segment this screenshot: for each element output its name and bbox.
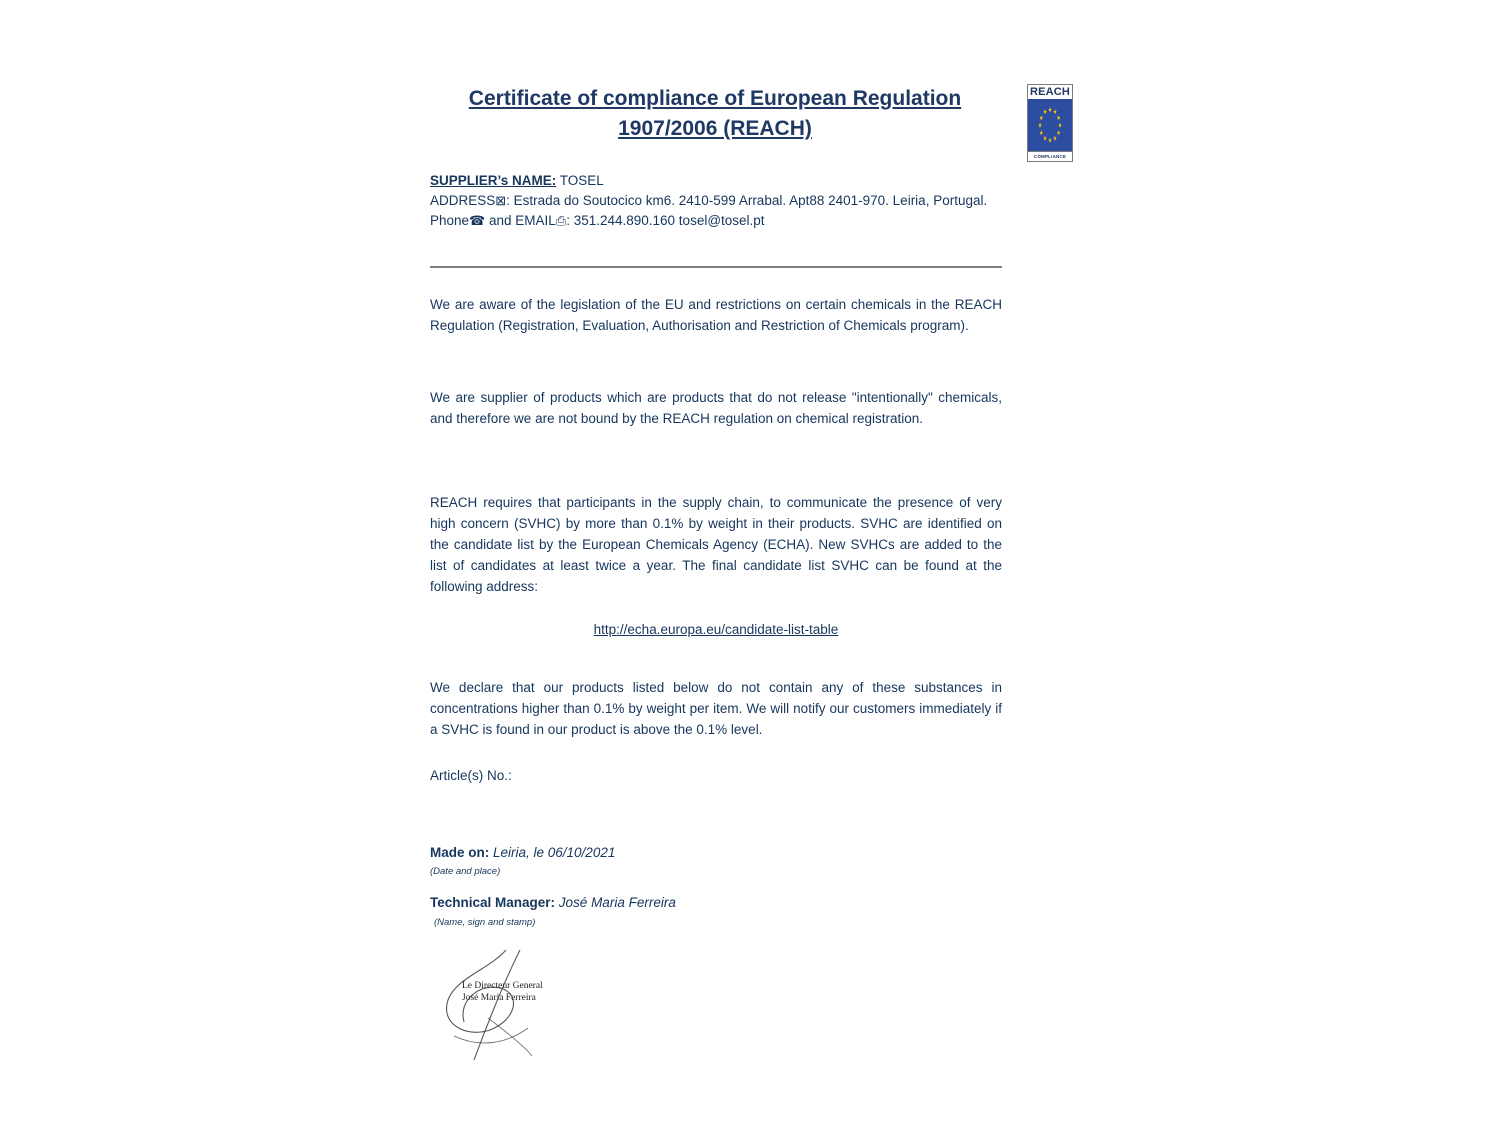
name-sign-stamp-note: (Name, sign and stamp) <box>434 917 536 928</box>
paragraph-declaration: We declare that our products listed below do not contain any of these substances in concentrations higher than 0.1% by weight per item. We will notify our customers immediately if a SVHC is found in our product is above the 0.1% level. <box>430 680 1002 737</box>
candidate-list-link-line <box>430 621 1002 639</box>
compliance-logo-text: COMPLIANCE <box>1028 151 1072 161</box>
svg-text:★: ★ <box>1037 122 1043 130</box>
supplier-address-line <box>430 191 1002 211</box>
svg-text:★: ★ <box>1039 115 1044 123</box>
supplier-name-label: SUPPLIER’s NAME: <box>430 173 557 188</box>
svg-text:★: ★ <box>1056 130 1061 138</box>
date-place-note: (Date and place) <box>430 866 501 877</box>
svg-text:★: ★ <box>1042 109 1048 117</box>
svg-text:★: ★ <box>1057 122 1063 130</box>
envelope-icon: ⊠ <box>495 193 507 208</box>
title-line-2: 1907/2006 (REACH) <box>618 117 812 140</box>
signature-line-2: José Maria Ferreira <box>462 993 536 1003</box>
supplier-contact-line <box>430 211 1002 231</box>
eu-flag-icon <box>1028 99 1072 151</box>
made-on-value: Leiria, le 06/10/2021 <box>489 845 616 860</box>
svg-text:★: ★ <box>1039 130 1044 138</box>
address-value: : Estrada do Soutocico km6. 2410-599 Arrabal. Apt88 2401-970. Leiria, Portugal. <box>506 193 988 208</box>
article-number-label: Article(s) No.: <box>430 768 512 783</box>
made-on-label: Made on: <box>430 845 490 860</box>
supplier-block <box>430 171 1002 231</box>
made-on-line <box>430 845 615 860</box>
title-line-1: Certificate of compliance of European Regulation <box>468 87 962 110</box>
paragraph-awareness: We are aware of the legislation of the EU and restrictions on certain chemicals in the REACH Regulation (Registration, Evaluation, Authorisation and Restriction of Chemicals program). <box>430 297 1002 333</box>
header-divider <box>430 266 1002 268</box>
signature-area <box>428 948 598 1063</box>
paragraph-svhc-requirements: REACH requires that participants in the supply chain, to communicate the presence of very high concern (SVHC) by more than 0.1% by weight in their products. SVHC are identified on the candidate list by the European Chemicals Agency (ECHA). New SVHCs are added to the list of candidates at least twice a year. The final candidate list SVHC can be found at the following address: <box>430 495 1002 594</box>
svg-text:★: ★ <box>1052 136 1058 144</box>
signature-stamp-text <box>462 980 582 1004</box>
candidate-list-link[interactable]: http://echa.europa.eu/candidate-list-table <box>593 622 839 637</box>
contact-value: : 351.244.890.160 tosel@tosel.pt <box>566 213 765 228</box>
reach-compliance-logo <box>1027 84 1073 162</box>
fax-icon: ⎙ <box>555 213 567 228</box>
technical-manager-label: Technical Manager: <box>430 895 556 910</box>
supplier-name-value: TOSEL <box>556 173 604 188</box>
svg-text:★: ★ <box>1042 136 1048 144</box>
svg-text:★: ★ <box>1056 115 1061 123</box>
svg-text:★: ★ <box>1047 138 1053 146</box>
signature-scribble-icon <box>428 948 598 1063</box>
svg-text:★: ★ <box>1047 107 1053 115</box>
paragraph-supplier-statement: We are supplier of products which are products that do not release "intentionally" chemicals, and therefore we are not bound by the REACH regulation on chemical registration. <box>430 390 1002 426</box>
phone-label: Phone <box>430 213 470 228</box>
email-label: and EMAIL <box>485 213 556 228</box>
phone-icon: ☎ <box>469 213 486 228</box>
technical-manager-line <box>430 895 676 910</box>
svg-text:★: ★ <box>1052 109 1058 117</box>
document-title <box>430 84 1000 144</box>
reach-logo-text: REACH <box>1029 86 1071 98</box>
address-label: ADDRESS <box>430 193 496 208</box>
technical-manager-value: José Maria Ferreira <box>555 895 676 910</box>
supplier-name-line <box>430 171 1002 191</box>
signature-line-1: Le Directeur General <box>462 981 543 991</box>
